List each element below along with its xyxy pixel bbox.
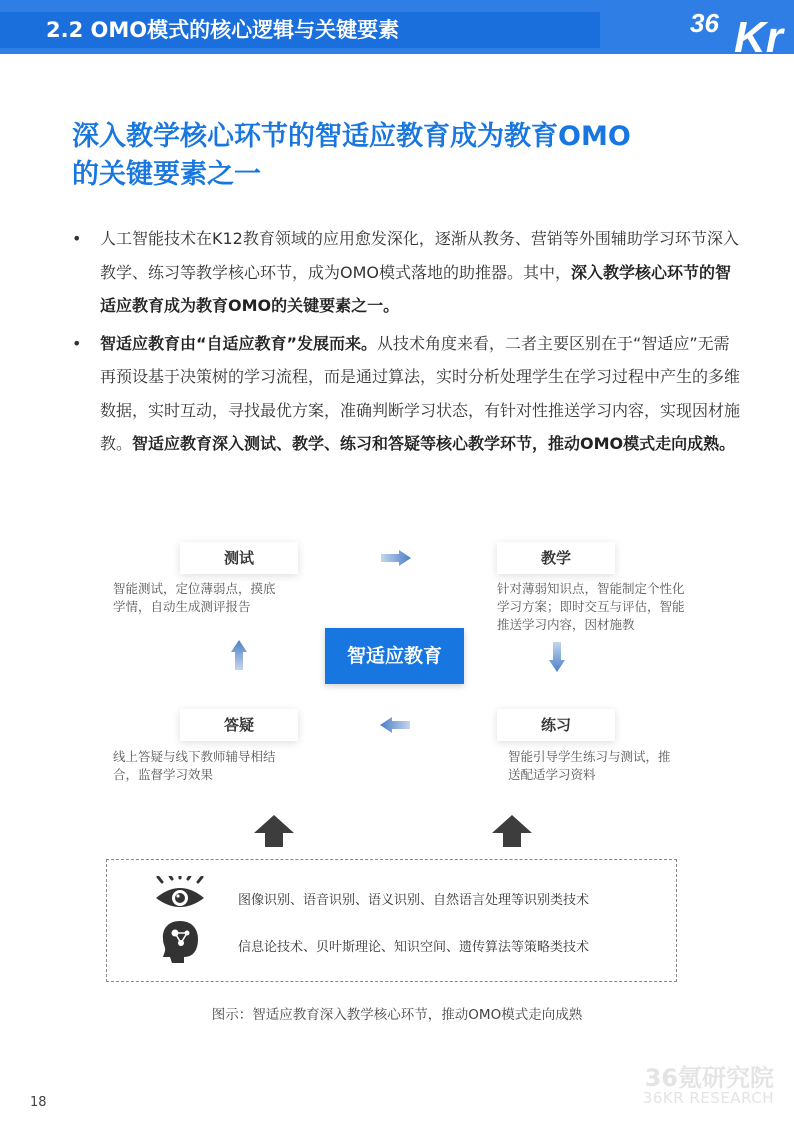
stage-teach-desc bbox=[497, 580, 685, 634]
arrow-left-icon bbox=[380, 717, 410, 733]
brain-head-icon bbox=[160, 919, 200, 963]
bullet-text: 人工智能技术在K12教育领域的应用愈发深化，逐渐从教务、营销等外围辅助学习环节深入教学、练习等教学核心环节，成为OMO模式落地的助推器。其中， bbox=[100, 229, 739, 282]
36kr-logo bbox=[684, 2, 794, 54]
watermark-en: 36KR RESEARCH bbox=[642, 1089, 774, 1107]
arrow-right-icon bbox=[381, 550, 411, 566]
stage-test-title: 测试 bbox=[180, 542, 298, 574]
bullet-item bbox=[72, 327, 742, 461]
stage-test-desc bbox=[113, 580, 276, 616]
desc-line: 智能引导学生练习与测试，推 bbox=[508, 749, 671, 764]
bullet-item bbox=[72, 222, 742, 323]
bullet-bold-text: 智适应教育由“自适应教育”发展而来。 bbox=[100, 333, 378, 353]
stage-qa-title: 答疑 bbox=[180, 709, 298, 741]
desc-line: 学情，自动生成测评报告 bbox=[113, 599, 251, 614]
stage-practice-desc bbox=[508, 748, 671, 784]
support-arrow-up-icon bbox=[254, 815, 294, 847]
stage-qa-desc bbox=[113, 748, 276, 784]
heading-line-1: 深入教学核心环节的智适应教育成为教育OMO bbox=[72, 121, 631, 152]
center-smart-adaptive-box: 智适应教育 bbox=[325, 628, 464, 684]
eye-icon bbox=[154, 876, 206, 912]
desc-line: 推送学习内容，因材施教 bbox=[497, 617, 635, 632]
support-arrow-up-icon bbox=[492, 815, 532, 847]
main-heading bbox=[72, 118, 752, 194]
bullet-text: 从技术角度来看，二者主要区别在于“智适应”无需再预设基于决策树的学习流程，而是通过算法，实时分析处理学生在学习过程中产生的多维数据，实时互动，寻找最优方案，准确判断学习状态，有针对性推送学习内容，实现因材施教。 bbox=[100, 333, 741, 453]
bullet-dot: • bbox=[72, 229, 82, 248]
stage-practice-title: 练习 bbox=[497, 709, 615, 741]
desc-line: 智能测试，定位薄弱点，摸底 bbox=[113, 581, 276, 596]
desc-line: 线上答疑与线下教师辅导相结 bbox=[113, 749, 276, 764]
desc-line: 合，监督学习效果 bbox=[113, 767, 214, 782]
strategy-tech-text: 信息论技术、贝叶斯理论、知识空间、遗传算法等策略类技术 bbox=[238, 940, 590, 955]
svg-text:36: 36 bbox=[690, 8, 719, 38]
page-section-title: 2.2 OMO模式的核心逻辑与关键要素 bbox=[0, 12, 600, 48]
page-number: 18 bbox=[30, 1095, 47, 1110]
watermark-cn: 36氪研究院 bbox=[644, 1064, 774, 1092]
arrow-up-icon bbox=[231, 640, 247, 670]
desc-line: 送配适学习资料 bbox=[508, 767, 596, 782]
svg-text:Kr: Kr bbox=[734, 13, 783, 54]
arrow-down-icon bbox=[549, 642, 565, 672]
bullet-bold-text: 深入教学核心环节的智适应教育成为教育OMO的关键要素之一。 bbox=[100, 262, 732, 315]
heading-line-2: 的关键要素之一 bbox=[72, 159, 261, 190]
bullet-dot: • bbox=[72, 333, 82, 353]
figure-caption: 图示：智适应教育深入教学核心环节，推动OMO模式走向成熟 bbox=[211, 1007, 583, 1023]
stage-teach-title: 教学 bbox=[497, 542, 615, 574]
bullet-list bbox=[72, 222, 742, 465]
recognition-tech-text: 图像识别、语音识别、语义识别、自然语言处理等识别类技术 bbox=[238, 893, 590, 908]
desc-line: 针对薄弱知识点，智能制定个性化 bbox=[497, 581, 685, 596]
desc-line: 学习方案；即时交互与评估，智能 bbox=[497, 599, 685, 614]
bullet-bold-text: 智适应教育深入测试、教学、练习和答疑等核心教学环节，推动OMO模式走向成熟。 bbox=[132, 434, 736, 453]
